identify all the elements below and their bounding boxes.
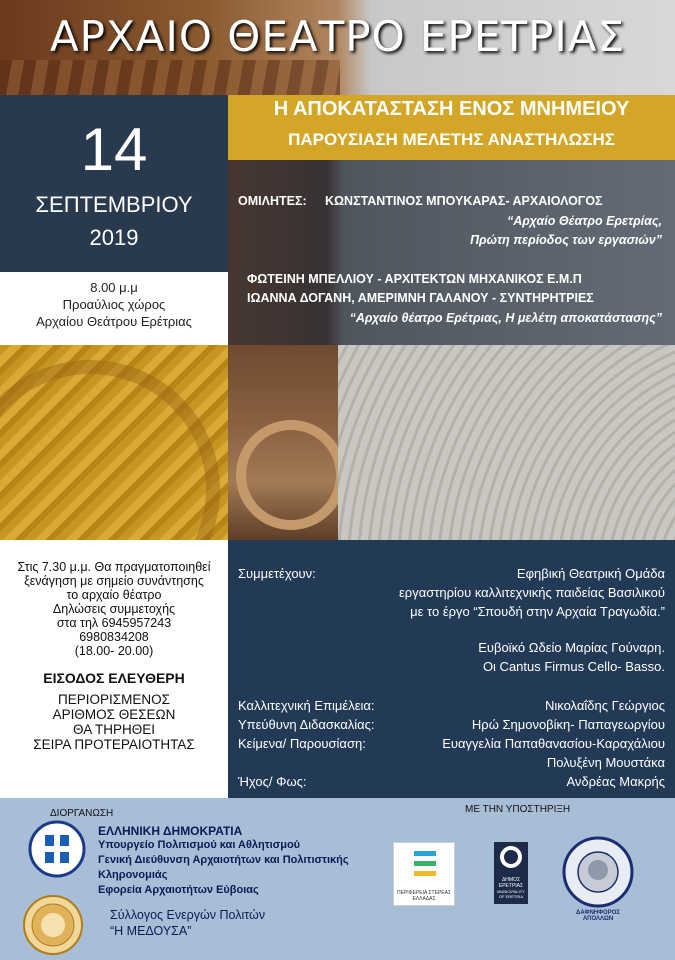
dafnifores-apollon-label: ΔΑΦΝΗΦΟΡΟΣ ΑΠΟΛΛΩΝ: [576, 910, 620, 922]
org-line6: Σύλλογος Ενεργών Πολιτών: [110, 908, 266, 922]
region-logo-icon: [394, 843, 454, 885]
greek-emblem-icon: [28, 820, 86, 878]
tour-line7: (18.00- 20.00): [74, 644, 154, 658]
speaker-1-talk-line2: Πρώτη περίοδος των εργασιών”: [470, 233, 662, 247]
participants-label: Συμμετέχουν:: [238, 566, 316, 581]
credit-role: Καλλιτεχνική Επιμέλεια:: [238, 698, 375, 713]
participant-line1: Εφηβική Θεατρική Ομάδα: [516, 566, 665, 581]
org-line7: “Η ΜΕΔΟΥΣΑ”: [110, 924, 192, 938]
free-entry: ΕΙΣΟΔΟΣ ΕΛΕΥΘΕΡΗ: [43, 670, 185, 686]
tour-line2: ξενάγηση με σημείο συνάντησης: [24, 574, 204, 588]
time-location-box: [0, 272, 228, 345]
tour-line1: Στις 7.30 μ.μ. Θα πραγματοποιηθεί: [17, 560, 211, 574]
credit-name: Ευαγγελία Παπαθανασίου-Καραχάλιου: [442, 736, 665, 751]
org-line2: Υπουργείο Πολιτισμού και Αθλητισμού: [98, 839, 301, 851]
theatre-arc-decoration-2: [236, 420, 346, 530]
credit-name: Νικολαΐδης Γεώργιος: [544, 698, 665, 713]
sterea-ellada-logo: [393, 842, 455, 906]
credit-role: Κείμενα/ Παρουσίαση:: [238, 736, 366, 751]
org-line1: ΕΛΛΗΝΙΚΗ ΔΗΜΟΚΡΑΤΙΑ: [98, 824, 243, 838]
tour-line5: στα τηλ 6945957243: [56, 616, 172, 630]
credit-name: Ανδρέας Μακρής: [566, 774, 665, 789]
entry-line3: ΘΑ ΤΗΡΗΘΕΙ: [72, 722, 156, 737]
theatre-photo-right: [338, 345, 675, 540]
entry-line1: ΠΕΡΙΟΡΙΣΜΕΝΟΣ: [58, 692, 170, 707]
event-time: 8.00 μ.μ: [90, 280, 138, 295]
eretria-municipality-logo: [494, 842, 528, 904]
credit-name: Ηρώ Σημονοβίκη- Παπαγεωργίου: [471, 717, 665, 732]
speaker-1-talk-line1: “Αρχαίο Θέατρο Ερετρίας,: [506, 214, 662, 228]
municipality-emblem-icon: [494, 842, 528, 872]
tour-info: [0, 540, 228, 798]
entry-line4: ΣΕΙΡΑ ΠΡΟΤΕΡΑΙΟΤΗΤΑΣ: [33, 737, 195, 752]
participant-line2: εργαστηρίου καλλιτεχνικής παιδείας Βασιλικού: [399, 585, 665, 600]
event-place-line1: Προαύλιος χώρος: [62, 297, 166, 312]
tour-line6: 6980834208: [79, 630, 149, 644]
org-line4: Κληρονομιάς: [98, 869, 168, 881]
eretria-municipality-label-en: MUNICIPALITY OF ERETRIA: [497, 889, 525, 899]
tour-line3: το αρχαίο θέατρο: [66, 588, 162, 602]
event-place-line2: Αρχαίου Θεάτρου Ερέτριας: [36, 314, 192, 329]
credit-name: Πολυξένη Μουστάκα: [546, 755, 665, 770]
support-label: ΜΕ ΤΗΝ ΥΠΟΣΤΗΡΙΞΗ: [465, 804, 571, 815]
subtitle-line1: Η ΑΠΟΚΑΤΑΣΤΑΣΗ ΕΝΟΣ ΜΝΗΜΕΙΟΥ: [273, 98, 630, 120]
date-block: [0, 95, 228, 272]
participant-line4: Ευβοϊκό Ωδείο Μαρίας Γούναρη.: [478, 640, 665, 655]
poster-title: ΑΡΧΑΙΟ ΘΕΑΤΡΟ ΕΡΕΤΡΙΑΣ: [49, 12, 626, 61]
participant-line3: με το έργο “Σπουδή στην Αρχαία Τραγωδία.”: [410, 604, 665, 619]
credit-role: Ήχος/ Φως:: [238, 774, 307, 789]
dafnifores-apollon-logo-icon: [562, 836, 634, 908]
credit-role: Υπεύθυνη Διδασκαλίας:: [238, 717, 375, 732]
org-line3: Γενική Διεύθυνση Αρχαιοτήτων και Πολιτιστικής: [98, 854, 349, 866]
date-day: 14: [80, 116, 148, 183]
medusa-logo-icon: [22, 894, 84, 956]
entry-line2: ΑΡΙΘΜΟΣ ΘΕΣΕΩΝ: [52, 707, 176, 722]
organizers-footer: [0, 798, 675, 960]
subtitle-line2: ΠΑΡΟΥΣΙΑΣΗ ΜΕΛΕΤΗΣ ΑΝΑΣΤΗΛΩΣΗΣ: [288, 130, 615, 149]
eretria-municipality-label: ΔΗΜΟΣ ΕΡΕΤΡΙΑΣ: [498, 877, 524, 889]
speaker-2-name: ΦΩΤΕΙΝΗ ΜΠΕΛΛΙΟΥ - ΑΡΧΙΤΕΚΤΩΝ ΜΗΧΑΝΙΚΟΣ Ε.Μ.Π: [247, 272, 582, 286]
speaker-1-name: ΚΩΝΣΤΑΝΤΙΝΟΣ ΜΠΟΥΚΑΡΑΣ- ΑΡΧΑΙΟΛΟΓΟΣ: [325, 194, 603, 208]
org-line5: Εφορεία Αρχαιοτήτων Εύβοιας: [98, 884, 259, 896]
organizers-label: ΔΙΟΡΓΑΝΩΣΗ: [50, 808, 114, 819]
speakers-label: ΟΜΙΛΗΤΕΣ:: [238, 194, 307, 208]
date-month: ΣΕΠΤΕΜΒΡΙΟΥ: [35, 192, 193, 217]
program-info: [228, 540, 675, 798]
speaker-3-name: ΙΩΑΝΝΑ ΔΟΓΑΝΗ, ΑΜΕΡΙΜΝΗ ΓΑΛΑΝΟΥ - ΣΥΝΤΗΡΗΤΡΙΕΣ: [247, 291, 594, 305]
tour-line4: Δηλώσεις συμμετοχής: [52, 602, 176, 616]
participant-line5: Οι Cantus Firmus Cello- Basso.: [482, 659, 665, 674]
date-year: 2019: [89, 225, 139, 250]
sterea-ellada-label: ΠΕΡΙΦΕΡΕΙΑ ΣΤΕΡΕΑΣ ΕΛΛΑΔΑΣ: [396, 890, 452, 902]
speakers-2-3-talk: “Αρχαίο θέατρο Ερέτριας, Η μελέτη αποκατάστασης”: [349, 311, 662, 325]
